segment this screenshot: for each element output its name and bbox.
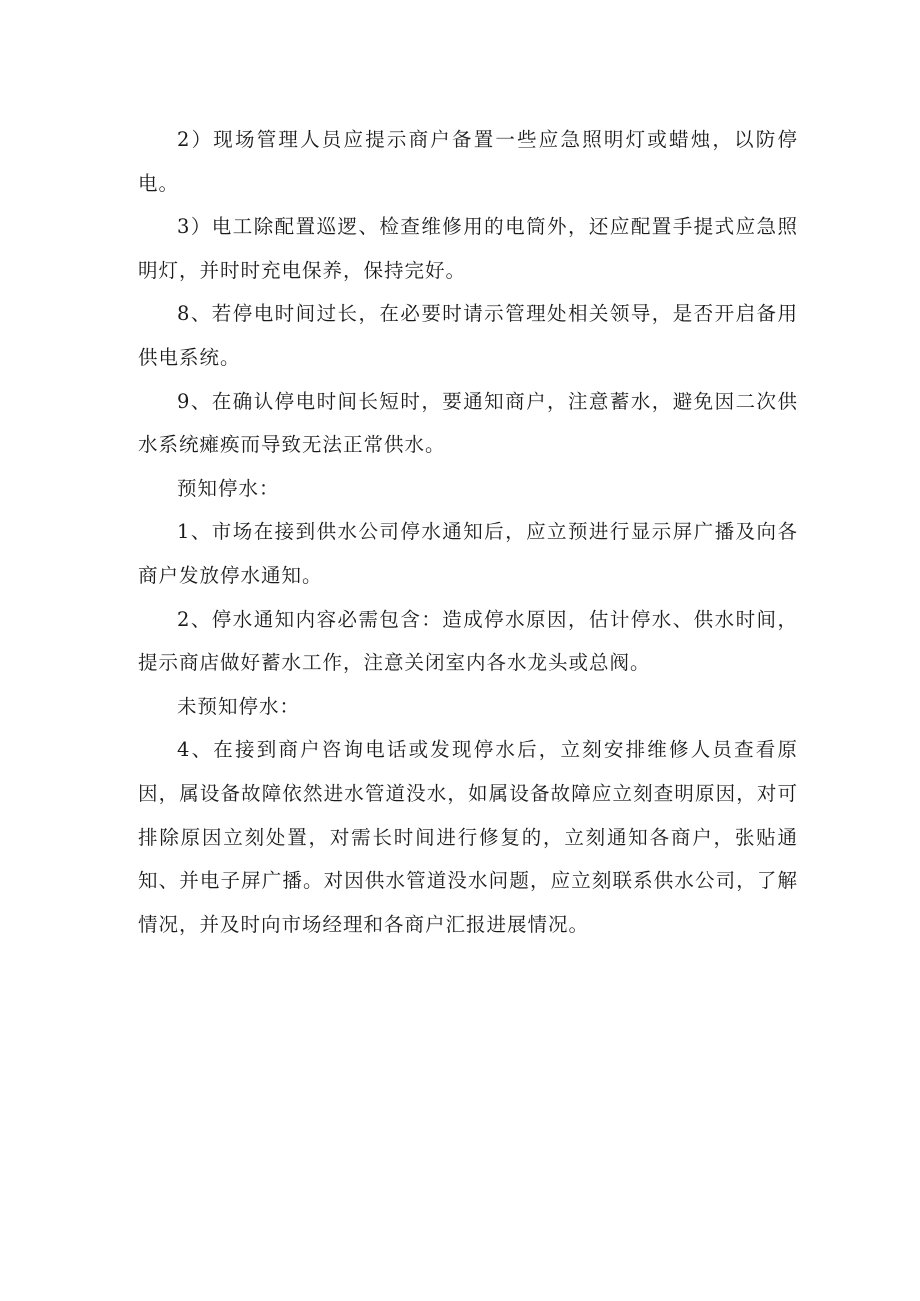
paragraph-electrician-equipment: 3）电工除配置巡逻、检查维修用的电筒外，还应配置手提式应急照明灯，并时时充电保养，保持完好。 <box>138 215 798 282</box>
paragraph-emergency-lighting: 2）现场管理人员应提示商户备置一些应急照明灯或蜡烛，以防停电。 <box>138 128 798 195</box>
document-body <box>138 118 798 946</box>
heading-unplanned-water-outage: 未预知停水： <box>177 694 301 718</box>
paragraph-unplanned-procedure: 4、在接到商户咨询电话或发现停水后，立刻安排维修人员查看原因，属设备故障依然进水管道没水，如属设备故障应立刻查明原因，对可排除原因立刻处置，对需长时间进行修复的，立刻通知各商户，张贴通知、并电子屏广播。对因供水管道没水问题，应立刻联系供水公司，了解情况，并及时向市场经理和各商户汇报进展情况。 <box>138 738 798 936</box>
paragraph-water-storage-notice: 9、在确认停电时间长短时，要通知商户，注意蓄水，避免因二次供水系统瘫痪而导致无法正常供水。 <box>138 389 798 457</box>
heading-planned-water-outage: 预知停水： <box>177 476 280 500</box>
paragraph-notice-contents: 2、停水通知内容必需包含：造成停水原因，估计停水、供水时间，提示商店做好蓄水工作，注意关闭室内各水龙头或总阀。 <box>138 607 798 675</box>
paragraph-backup-power: 8、若停电时间过长，在必要时请示管理处相关领导，是否开启备用供电系统。 <box>138 302 798 369</box>
paragraph-outage-broadcast: 1、市场在接到供水公司停水通知后，应立预进行显示屏广播及向各商户发放停水通知。 <box>138 520 798 587</box>
